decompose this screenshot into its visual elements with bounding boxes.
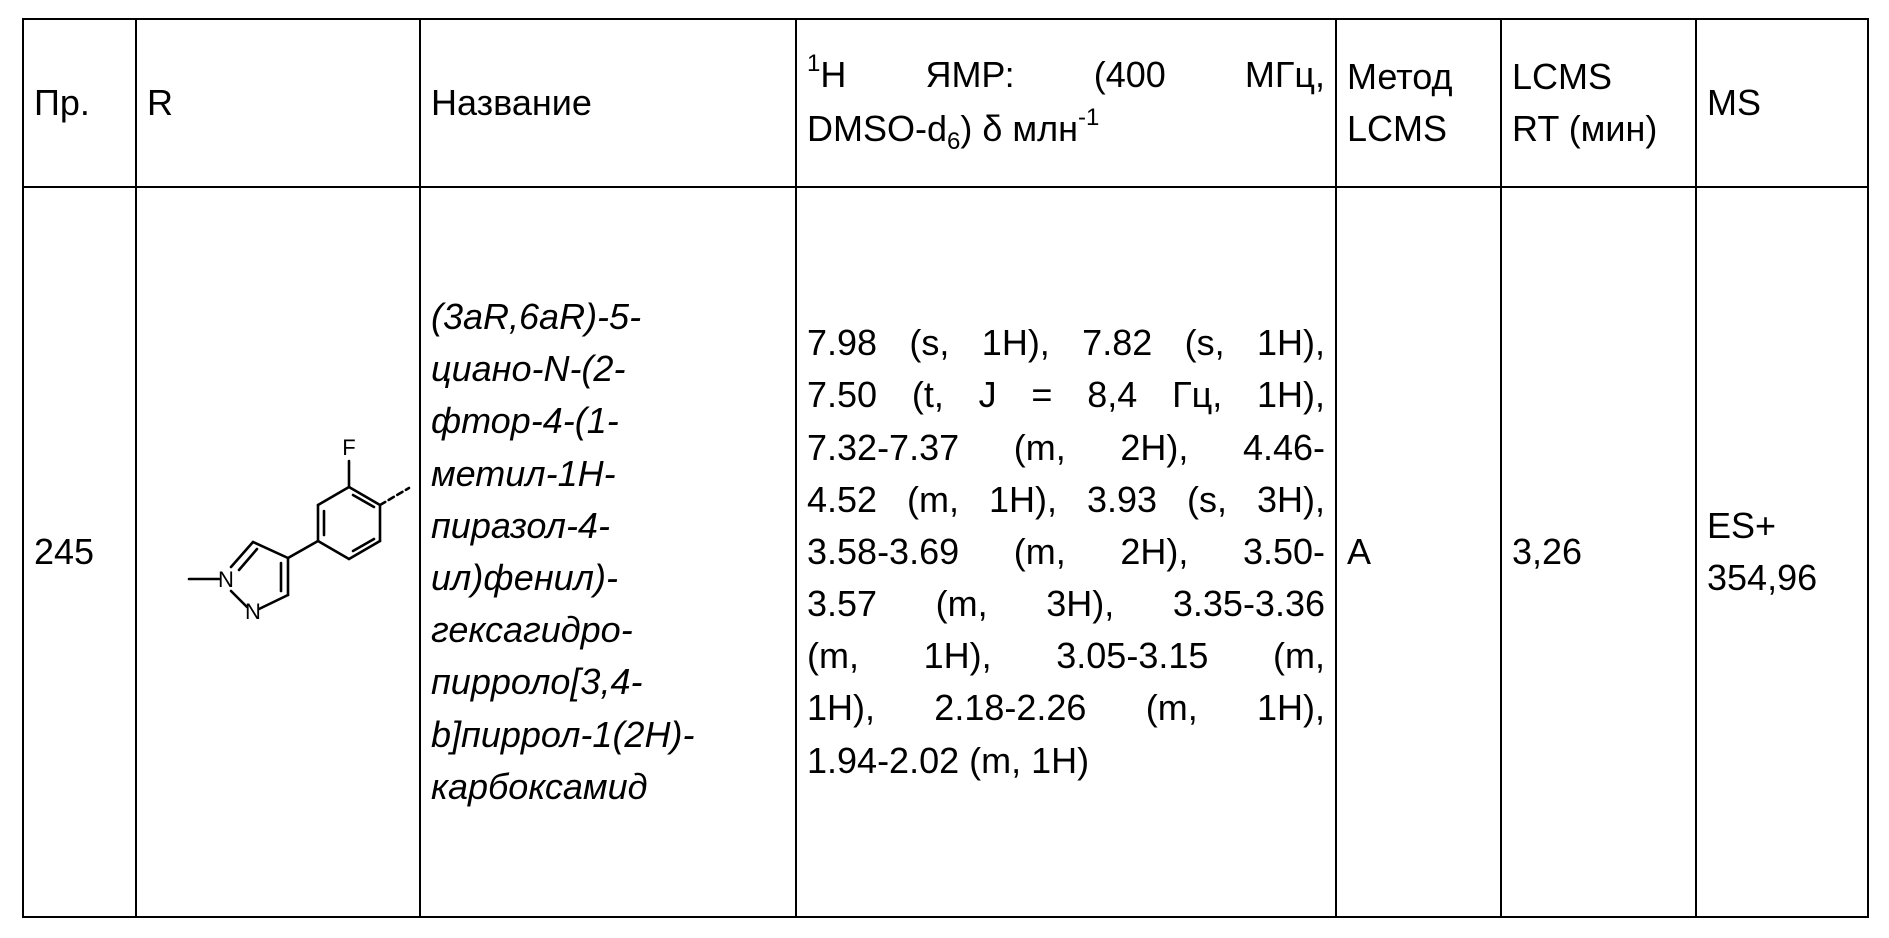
header-nmr-solvent: DMSO-d [807,107,948,149]
nmr-line: 7.32-7.37 (m, 2H), 4.46- [807,426,1325,468]
atom-f: F [342,434,356,460]
method-value: A [1336,187,1501,917]
header-nmr-unit: ) δ млн [960,107,1079,149]
ms-value-line1: ES+ [1707,504,1777,546]
rt-value: 3,26 [1501,187,1696,917]
header-row [23,19,1868,187]
structure-cell [136,187,420,917]
header-nmr-solvent-sub: 6 [947,127,961,155]
compound-name-line: фтор-4-(1- [431,400,619,442]
nmr-line: (m, 1H), 3.05-3.15 (m, [807,635,1325,677]
header-method-line1: Метод [1347,55,1453,97]
ms-value-line2: 354,96 [1707,557,1818,598]
compound-name [431,291,785,813]
nmr-line: 7.98 (s, 1H), 7.82 (s, 1H), [807,322,1325,364]
atom-n1: N [218,566,234,592]
atom-n2: N [245,598,261,624]
header-example: Пр. [23,19,136,187]
header-rt [1501,19,1696,187]
header-method [1336,19,1501,187]
header-nmr [796,19,1336,187]
compound-name-line: карбоксамид [431,765,648,807]
nmr-line: 4.52 (m, 1H), 3.93 (s, 3H), [807,478,1325,520]
header-nmr-unit-sup: -1 [1078,103,1100,131]
chemical-structure [147,395,427,695]
nmr-line: 3.57 (m, 3H), 3.35-3.36 [807,583,1325,625]
compound-name-line: метил-1H- [431,452,616,494]
header-nmr-line2 [807,101,1325,160]
nmr-line: 3.58-3.69 (m, 2H), 3.50- [807,530,1325,572]
header-rt-line2: RT (мин) [1512,108,1658,149]
nmr-line: 1.94-2.02 (m, 1H) [807,739,1090,781]
compound-name-line: гексагидро- [431,609,633,651]
header-nmr-line1 [807,47,1325,101]
table-row [23,187,1868,917]
nmr-line: 7.50 (t, J = 8,4 Гц, 1H), [807,374,1325,416]
header-nmr-nucleus: 1 [807,49,821,77]
compound-name-cell [420,187,796,917]
nmr-data [807,317,1325,787]
header-ms: MS [1696,19,1868,187]
data-table [22,18,1869,918]
header-rt-line1: LCMS [1512,55,1613,97]
example-number: 245 [23,187,136,917]
ms-value [1696,187,1868,917]
header-nmr-line1-text: H ЯМР: (400 МГц, [820,53,1325,95]
compound-name-line: ил)фенил)- [431,557,618,598]
header-name: Название [420,19,796,187]
nmr-cell [796,187,1336,917]
compound-name-line: циано-N-(2- [431,348,626,390]
nmr-line: 1H), 2.18-2.26 (m, 1H), [807,687,1325,729]
compound-name-line: b]пиррол-1(2H)- [431,713,695,755]
header-method-line2: LCMS [1347,108,1448,149]
compound-name-line: (3aR,6aR)-5- [431,296,642,338]
compound-name-line: пиразол-4- [431,504,610,546]
compound-name-line: пирроло[3,4- [431,661,643,703]
header-r: R [136,19,420,187]
